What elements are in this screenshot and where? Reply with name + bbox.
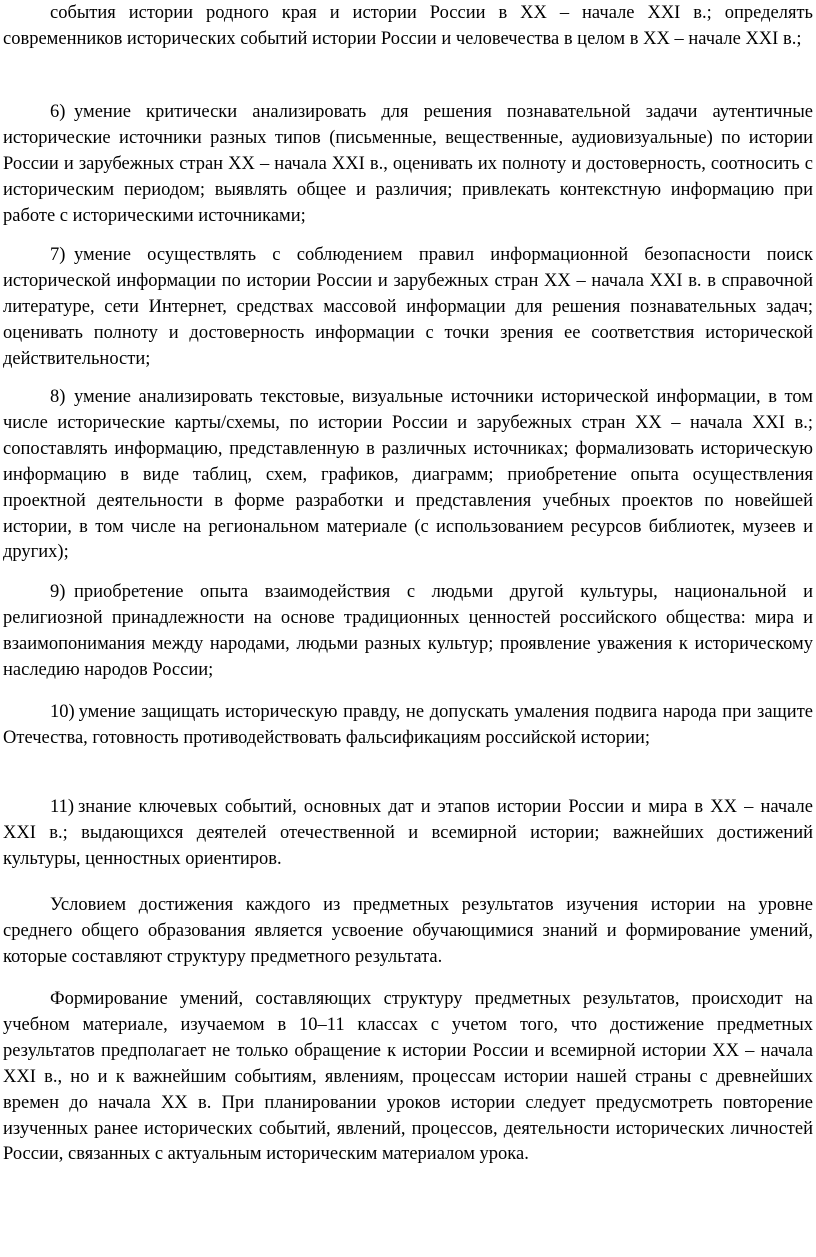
- list-item-text: умение анализировать текстовые, визуальные источники исторической информации, в том числе исторические карты/схемы, по истории России и зарубежных стран XX – начала XXI в.; сопоставлять информацию, представленную в различных источниках; формализовать историческую информацию в виде таблиц, схем, графиков, диаграмм; приобретение опыта осуществления проектной деятельности в форме разработки и представления учебных проектов по новейшей истории, в том числе на региональном материале (с использованием ресурсов библиотек, музеев и других);: [3, 387, 813, 563]
- list-item-number: 11): [50, 797, 74, 817]
- list-item-number: 8): [50, 387, 66, 407]
- list-item-number: 10): [50, 702, 75, 722]
- list-item-7: [3, 243, 813, 373]
- list-item-text: приобретение опыта взаимодействия с людьми другой культуры, национальной и религиозной принадлежности на основе традиционных ценностей российского общества: мира и взаимопонимания между народами, людьми разных культур; проявление уважения к историческому наследию народов России;: [3, 582, 813, 680]
- list-item-text: умение защищать историческую правду, не допускать умаления подвига народа при защите Отечества, готовность противодействовать фальсификациям российской истории;: [3, 702, 813, 748]
- paragraph-skills-formation: Формирование умений, составляющих структуру предметных результатов, происходит на учебном материале, изучаемом в 10–11 классах с учетом того, что достижение предметных результатов предполагает не только обращение к истории России и всемирной истории XX – начала XXI в., но и к важнейшим событиям, явлениям, процессам истории нашей страны с древнейших времен до начала XX в. При планировании уроков истории следует предусмотреть повторение изученных ранее исторических событий, явлений, процессов, деятельности исторических личностей России, связанных с актуальным историческим материалом урока.: [3, 989, 813, 1165]
- paragraph-continuation: события истории родного края и истории России в XX – начале XXI в.; определять современников исторических событий истории России и человечества в целом в XX – начале XXI в.;: [3, 3, 813, 49]
- paragraph-condition: Условием достижения каждого из предметных результатов изучения истории на уровне среднего общего образования является усвоение обучающимися знаний и формирование умений, которые составляют структуру предметного результата.: [3, 895, 813, 967]
- list-item-6: [3, 100, 813, 230]
- list-item-text: умение осуществлять с соблюдением правил информационной безопасности поиск исторической информации по истории России и зарубежных стран XX – начала XXI в. в справочной литературе, сети Интернет, средствах массовой информации для решения познавательных задач; оценивать полноту и достоверность информации с точки зрения ее соответствия исторической действительности;: [3, 245, 813, 369]
- list-item-number: 9): [50, 582, 66, 602]
- list-item-9: [3, 580, 813, 684]
- list-item-8: [3, 385, 813, 566]
- list-item-11: [3, 795, 813, 873]
- list-item-text: знание ключевых событий, основных дат и этапов истории России и мира в XX – начале XXI в.; выдающихся деятелей отечественной и всемирной истории; важнейших достижений культуры, ценностных ориентиров.: [3, 797, 813, 869]
- list-item-10: [3, 700, 813, 752]
- list-item-number: 6): [50, 102, 66, 122]
- list-item-text: умение критически анализировать для решения познавательной задачи аутентичные исторические источники разных типов (письменные, вещественные, аудиовизуальные) по истории России и зарубежных стран XX – начала XXI в., оценивать их полноту и достоверность, соотносить с историческим периодом; выявлять общее и различия; привлекать контекстную информацию при работе с историческими источниками;: [3, 102, 813, 226]
- list-item-number: 7): [50, 245, 66, 265]
